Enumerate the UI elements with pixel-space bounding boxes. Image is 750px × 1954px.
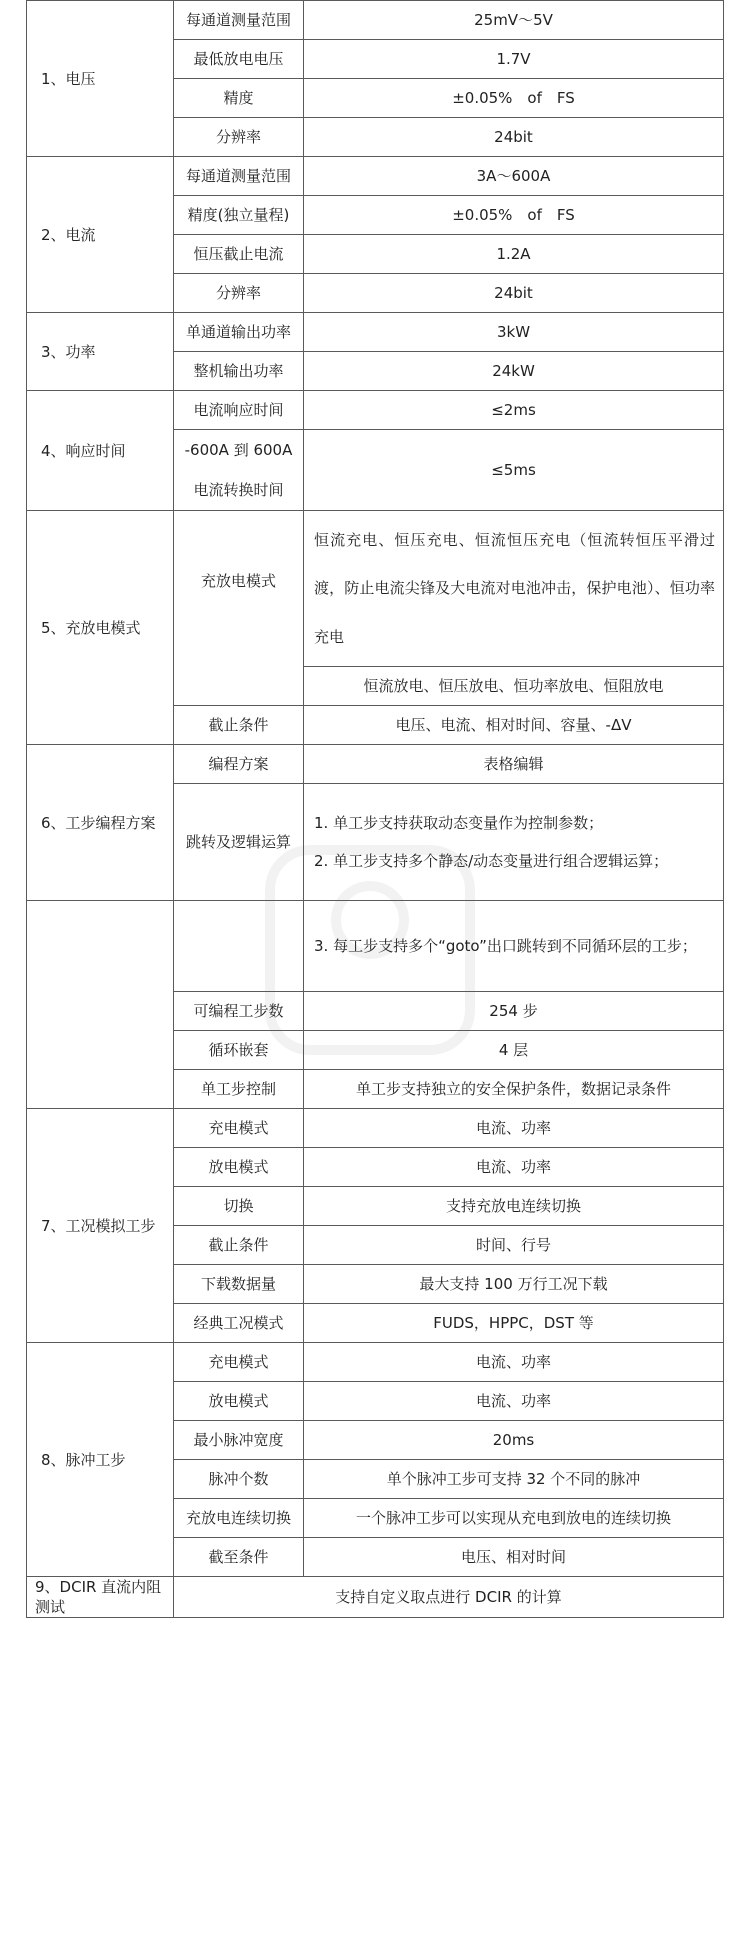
- value-cell: 24bit: [304, 274, 724, 313]
- value-cell: 1.7V: [304, 40, 724, 79]
- table-row: [27, 1577, 724, 1618]
- value-cell: 恒流放电、恒压放电、恒功率放电、恒阻放电: [304, 667, 724, 706]
- value-cell: 3kW: [304, 313, 724, 352]
- table-row: [27, 1109, 724, 1148]
- value-cell: 25mV～5V: [304, 1, 724, 40]
- value-cell: 时间、行号: [304, 1226, 724, 1265]
- param-cell: 精度: [174, 79, 304, 118]
- value-cell: 电压、相对时间: [304, 1538, 724, 1577]
- param-cell: 充电模式: [174, 1343, 304, 1382]
- param-cell: 整机输出功率: [174, 352, 304, 391]
- category-cell: 2、电流: [27, 157, 174, 313]
- param-cell: 恒压截止电流: [174, 235, 304, 274]
- value-cell: 4 层: [304, 1031, 724, 1070]
- value-cell: 表格编辑: [304, 745, 724, 784]
- param-cell: 截止条件: [174, 1226, 304, 1265]
- param-cell: [174, 901, 304, 992]
- value-cell: 电压、电流、相对时间、容量、-ΔV: [304, 706, 724, 745]
- category-cell: 1、电压: [27, 1, 174, 157]
- table-row: [27, 745, 724, 784]
- value-cell: 单个脉冲工步可支持 32 个不同的脉冲: [304, 1460, 724, 1499]
- param-cell: 分辨率: [174, 274, 304, 313]
- value-cell: 支持充放电连续切换: [304, 1187, 724, 1226]
- value-cell: 一个脉冲工步可以实现从充电到放电的连续切换: [304, 1499, 724, 1538]
- value-cell: 20ms: [304, 1421, 724, 1460]
- param-cell: 放电模式: [174, 1382, 304, 1421]
- param-cell: 充放电模式: [174, 511, 304, 706]
- param-cell: 截至条件: [174, 1538, 304, 1577]
- value-cell: 支持自定义取点进行 DCIR 的计算: [174, 1577, 724, 1618]
- value-cell: 单工步支持独立的安全保护条件，数据记录条件: [304, 1070, 724, 1109]
- param-cell: 充电模式: [174, 1109, 304, 1148]
- param-cell: 可编程工步数: [174, 992, 304, 1031]
- param-line: -600A 到 600A: [184, 441, 293, 459]
- category-cell: [27, 901, 174, 1109]
- value-cell: 电流、功率: [304, 1343, 724, 1382]
- category-cell: 3、功率: [27, 313, 174, 391]
- param-cell: 下载数据量: [174, 1265, 304, 1304]
- value-cell: 电流、功率: [304, 1382, 724, 1421]
- param-cell: 最低放电电压: [174, 40, 304, 79]
- category-cell: 9、DCIR 直流内阻测试: [27, 1577, 174, 1618]
- value-cell: FUDS，HPPC，DST 等: [304, 1304, 724, 1343]
- value-cell: 1.2A: [304, 235, 724, 274]
- category-cell: 7、工况模拟工步: [27, 1109, 174, 1343]
- category-cell: 5、充放电模式: [27, 511, 174, 745]
- param-cell: 切换: [174, 1187, 304, 1226]
- value-cell: ≤5ms: [304, 430, 724, 511]
- table-row: [27, 157, 724, 196]
- category-cell: 8、脉冲工步: [27, 1343, 174, 1577]
- param-cell: 截止条件: [174, 706, 304, 745]
- value-cell: ±0.05% of FS: [304, 196, 724, 235]
- table-row: [27, 511, 724, 667]
- param-cell: 放电模式: [174, 1148, 304, 1187]
- value-cell: 电流、功率: [304, 1148, 724, 1187]
- param-cell: 跳转及逻辑运算: [174, 784, 304, 901]
- value-cell: ±0.05% of FS: [304, 79, 724, 118]
- param-cell: 单通道输出功率: [174, 313, 304, 352]
- value-cell: 1. 单工步支持获取动态变量作为控制参数； 2. 单工步支持多个静态/动态变量进行组合逻辑运算；: [304, 784, 724, 901]
- value-cell: 24kW: [304, 352, 724, 391]
- param-cell: 分辨率: [174, 118, 304, 157]
- param-cell: 每通道测量范围: [174, 1, 304, 40]
- param-cell: 经典工况模式: [174, 1304, 304, 1343]
- param-cell: [174, 430, 304, 511]
- value-cell: ≤2ms: [304, 391, 724, 430]
- value-cell: 3A～600A: [304, 157, 724, 196]
- param-cell: 脉冲个数: [174, 1460, 304, 1499]
- value-cell: 254 步: [304, 992, 724, 1031]
- param-cell: 编程方案: [174, 745, 304, 784]
- param-cell: 精度(独立量程): [174, 196, 304, 235]
- table-row: [27, 391, 724, 430]
- param-line: 电流转换时间: [193, 481, 284, 499]
- value-cell: 电流、功率: [304, 1109, 724, 1148]
- value-cell: 恒流充电、恒压充电、恒流恒压充电（恒流转恒压平滑过渡，防止电流尖锋及大电流对电池冲击，保护电池）、恒功率充电: [304, 511, 724, 667]
- param-cell: 循环嵌套: [174, 1031, 304, 1070]
- param-cell: 最小脉冲宽度: [174, 1421, 304, 1460]
- param-cell: 单工步控制: [174, 1070, 304, 1109]
- param-cell: 每通道测量范围: [174, 157, 304, 196]
- table-row: [27, 901, 724, 992]
- spec-table: [26, 0, 724, 1618]
- category-cell: 4、响应时间: [27, 391, 174, 511]
- value-cell: 最大支持 100 万行工况下载: [304, 1265, 724, 1304]
- table-row: [27, 1, 724, 40]
- table-row: [27, 1343, 724, 1382]
- value-cell: 3. 每工步支持多个“goto”出口跳转到不同循环层的工步；: [304, 901, 724, 992]
- param-cell: 电流响应时间: [174, 391, 304, 430]
- param-cell: 充放电连续切换: [174, 1499, 304, 1538]
- value-cell: 24bit: [304, 118, 724, 157]
- table-row: [27, 313, 724, 352]
- category-cell: 6、工步编程方案: [27, 745, 174, 901]
